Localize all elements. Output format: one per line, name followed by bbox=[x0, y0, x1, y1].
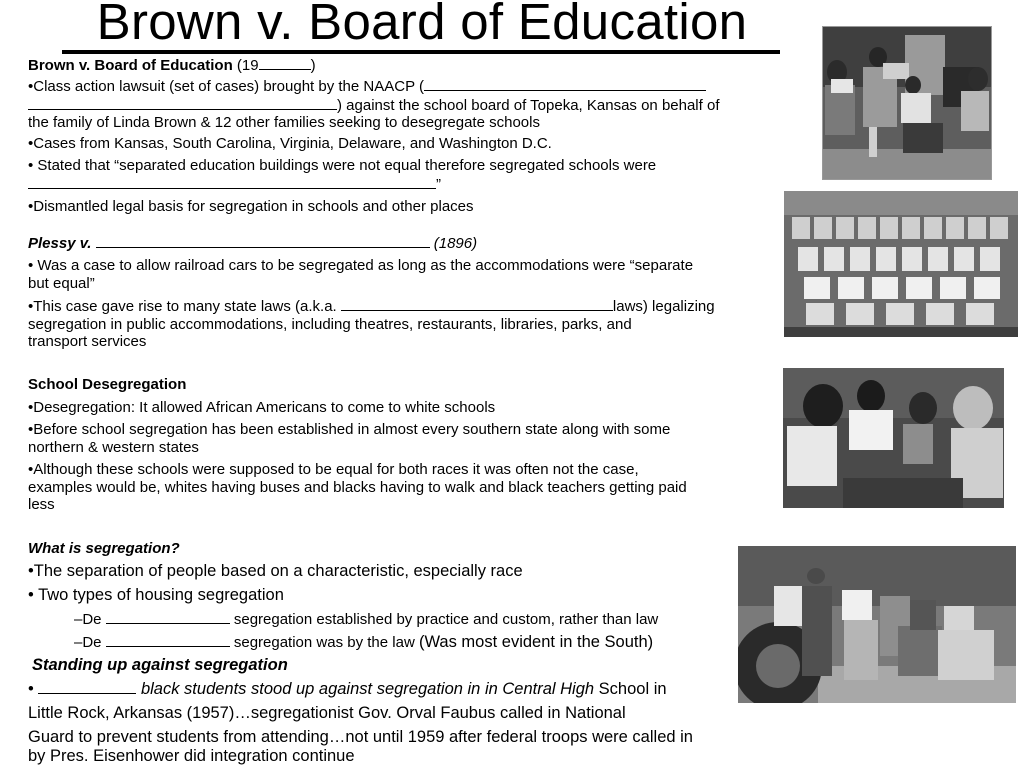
little-rock-nine-image bbox=[738, 546, 1016, 703]
brown-bullet-2: •Cases from Kansas, South Carolina, Virginia, Delaware, and Washington D.C. bbox=[28, 135, 552, 152]
sub2-text: segregation was by the law bbox=[229, 634, 419, 651]
blank-inherently-unequal bbox=[28, 175, 436, 189]
standing-up-bullet-1 bbox=[28, 680, 773, 699]
brown-b3-close-quote: ” bbox=[436, 175, 441, 193]
brown-b1-text: •Class action lawsuit (set of cases) brought by the NAACP ( bbox=[28, 78, 424, 95]
standing-b1-post: School in bbox=[594, 680, 667, 698]
blank-year bbox=[259, 56, 311, 70]
blank-ferguson bbox=[96, 234, 430, 248]
desegregation-b3-line1: •Although these schools were supposed to be equal for both races it was often not the case, bbox=[28, 461, 639, 478]
desegregation-b2-line2: northern & western states bbox=[28, 438, 199, 456]
blank-de-facto bbox=[106, 610, 230, 624]
slide-title: Brown v. Board of Education bbox=[96, 0, 748, 50]
sub2-prefix: –De bbox=[74, 634, 106, 651]
plessy-heading: Plessy v. bbox=[28, 235, 92, 252]
brown-bullet-4: •Dismantled legal basis for segregation in schools and other places bbox=[28, 198, 474, 215]
brown-heading: Brown v. Board of Education bbox=[28, 57, 233, 74]
segregation-sub-1 bbox=[28, 610, 819, 629]
blank-jim-crow bbox=[341, 297, 613, 311]
sub1-text: segregation established by practice and custom, rather than law bbox=[229, 611, 659, 628]
blank-naacp-full-name bbox=[424, 77, 706, 91]
plessy-bullet-1 bbox=[28, 257, 773, 292]
plessy-bullet-2 bbox=[28, 297, 773, 351]
plessy-b1-line2: but equal” bbox=[28, 274, 95, 292]
brown-year-prefix: (19 bbox=[232, 57, 259, 74]
standing-b1-italic: black students stood up against segregation in in Central High bbox=[136, 680, 595, 698]
plessy-b2-line2: segregation in public accommodations, including theatres, restaurants, libraries, parks, and bbox=[28, 315, 632, 333]
desegregation-bullet-2 bbox=[28, 421, 773, 456]
brown-bullet-3 bbox=[28, 157, 773, 193]
little-rock-nine-photo bbox=[738, 546, 1016, 703]
sub2-paren: (Was most evident in the South) bbox=[418, 633, 654, 651]
desegregation-heading: School Desegregation bbox=[28, 376, 187, 393]
title-underline bbox=[62, 50, 780, 54]
blank-number-of-students bbox=[38, 680, 136, 694]
brown-b1-text-post: ) against the school board of Topeka, Kansas on behalf of bbox=[337, 96, 720, 114]
brown-heading-line bbox=[28, 56, 773, 75]
standing-bullet: • bbox=[28, 680, 39, 698]
plessy-b2-text-post: laws) legalizing bbox=[612, 298, 715, 315]
standing-up-line-2: Little Rock, Arkansas (1957)…segregationist Gov. Orval Faubus called in National bbox=[28, 704, 626, 722]
standing-up-line-4: by Pres. Eisenhower did integration continue bbox=[28, 747, 355, 765]
students-reading-photo bbox=[822, 26, 992, 180]
desegregation-b3-line3: less bbox=[28, 496, 55, 513]
desegregation-b3-line2: examples would be, whites having buses and blacks having to walk and black teachers getting paid bbox=[28, 478, 687, 496]
integrated-children-photo bbox=[783, 368, 1004, 508]
blank-de-jure bbox=[106, 633, 230, 647]
sub1-prefix: –De bbox=[74, 611, 106, 628]
standing-up-line-3: Guard to prevent students from attending…not until 1959 after federal troops were called in bbox=[28, 728, 693, 746]
plessy-year: (1896) bbox=[433, 235, 478, 252]
brown-year-suffix: ) bbox=[310, 57, 316, 74]
brown-bullet-1 bbox=[28, 77, 773, 132]
brown-b1-text-line3: the family of Linda Brown & 12 other families seeking to desegregate schools bbox=[28, 114, 540, 131]
desegregation-bullet-3 bbox=[28, 461, 773, 514]
plessy-b2-text: •This case gave rise to many state laws (a.k.a. bbox=[28, 298, 341, 315]
segregation-bullet-1: •The separation of people based on a characteristic, especially race bbox=[28, 562, 523, 580]
plessy-b2-line3: transport services bbox=[28, 333, 147, 350]
segregation-heading: What is segregation? bbox=[28, 540, 180, 557]
class-portrait-image bbox=[784, 191, 1018, 337]
plessy-b1-line1: • Was a case to allow railroad cars to be segregated as long as the accommodations were “separate bbox=[28, 257, 694, 274]
segregation-sub-2 bbox=[28, 633, 819, 652]
segregation-bullet-2: • Two types of housing segregation bbox=[28, 586, 284, 604]
blank-naacp-full-name-cont bbox=[28, 96, 337, 110]
standing-up-heading: Standing up against segregation bbox=[32, 656, 288, 674]
plessy-heading-line bbox=[28, 234, 773, 253]
integrated-children-image bbox=[783, 368, 1004, 508]
desegregation-b2-line1: •Before school segregation has been established in almost every southern state along with some bbox=[28, 421, 671, 438]
brown-b3-text: • Stated that “separated education buildings were not equal therefore segregated schools were bbox=[28, 157, 657, 174]
class-portrait-photo bbox=[784, 191, 1018, 337]
students-reading-image bbox=[823, 27, 991, 179]
desegregation-bullet-1: •Desegregation: It allowed African Americans to come to white schools bbox=[28, 399, 496, 416]
